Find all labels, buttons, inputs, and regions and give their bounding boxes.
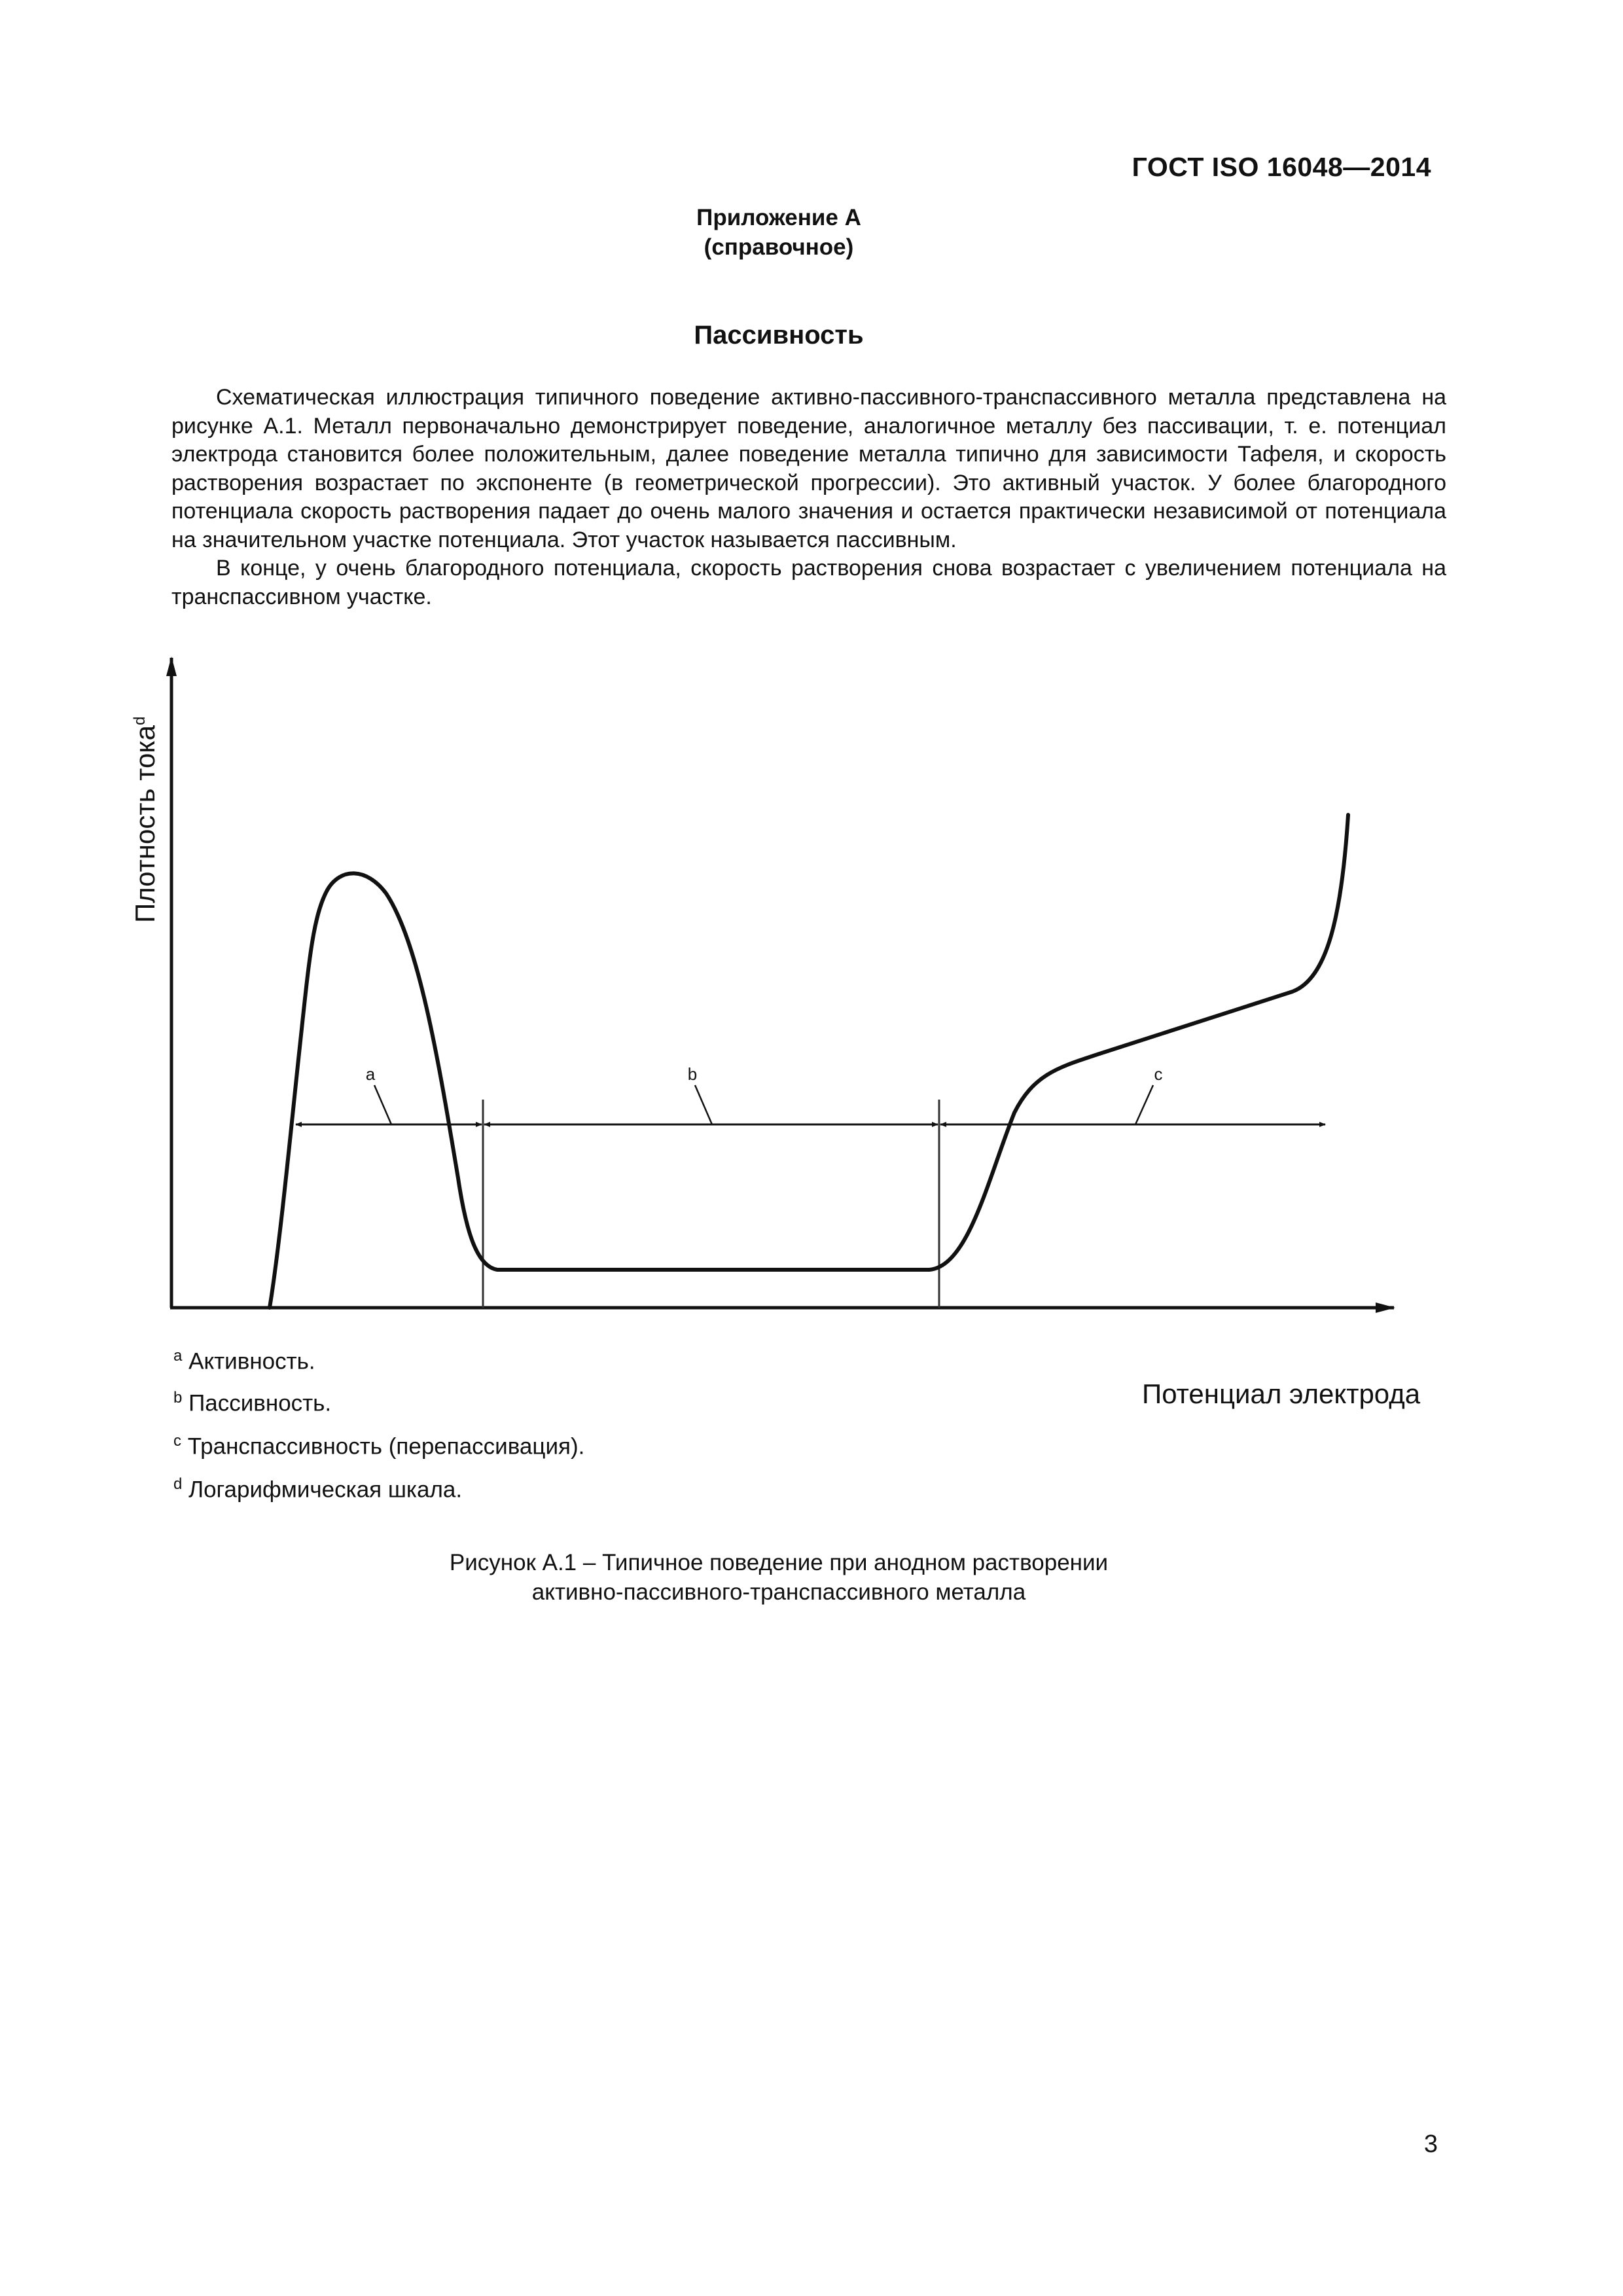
document-id: ГОСТ ISO 16048—2014 [1132, 152, 1431, 182]
paragraph-2: В конце, у очень благородного потенциала, скорость растворения снова возрастает с увеличением потенциала на транспассивном участке. [171, 556, 1446, 609]
y-axis-label: Плотность тока$^d$ [130, 716, 160, 923]
appendix-type: (справочное) [704, 234, 854, 260]
region-b-leader [695, 1085, 712, 1124]
y-axis-footnote-mark: d [131, 716, 149, 726]
region-c-leader [1135, 1085, 1153, 1124]
caption-line-2: активно-пассивного-транспассивного металла [531, 1579, 1026, 1605]
figure-caption [0, 1548, 1558, 1607]
section-title: Пассивность [694, 321, 864, 350]
region-a-leader [374, 1085, 391, 1124]
footnote-b: $^b$ Пассивность. [173, 1389, 332, 1416]
footnote-d: $^d$ Логарифмическая шкала. [173, 1475, 463, 1503]
footnote-c: $^c$ Транспассивность (перепассивация). [173, 1432, 585, 1460]
region-b-label: b [687, 1064, 698, 1084]
page-number: 3 [1423, 2130, 1438, 2158]
region-c-label: c [1154, 1064, 1163, 1084]
paragraph-1: Схематическая иллюстрация типичного поведение активно-пассивного-транспассивного металла представлена на рисунке А.1. Металл первоначально демонстрирует поведение, аналогичное металлу без пассивации, т. е. потенциал электрода становится более положительным, далее поведение металла типично для зависимости Тафеля, и скорость растворения возрастает по экспоненте (в геометрической прогрессии). Это активный участок. У более благородного потенциала скорость растворения падает до очень малого значения и остается практически независимой от потенциала на значительном участке потенциала. Этот участок называется пассивным. [171, 385, 1446, 552]
footnote-a: $^a$ Активность. [173, 1347, 315, 1374]
appendix-title: Приложение А [696, 205, 861, 230]
region-a-label: a [365, 1064, 376, 1084]
x-axis-label: Потенциал электрода [1142, 1378, 1421, 1409]
caption-line-1: Рисунок А.1 – Типичное поведение при анодном растворении [449, 1550, 1109, 1575]
current-density-curve [270, 815, 1348, 1308]
